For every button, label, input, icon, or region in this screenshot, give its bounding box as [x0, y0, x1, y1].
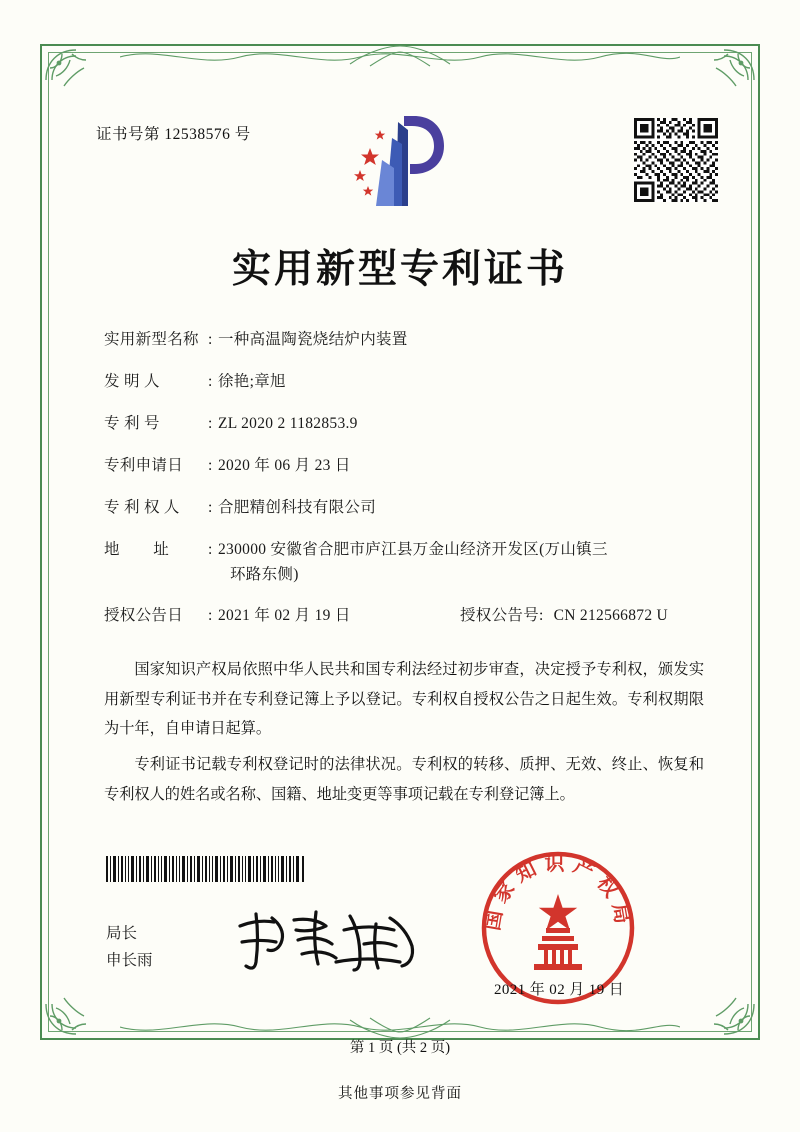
field-colon: :	[208, 331, 213, 348]
field-row-inventor	[104, 372, 708, 393]
handwritten-signature	[232, 900, 432, 980]
signature-name: 申长雨	[106, 952, 153, 970]
certificate-number: 证书号第 12538576 号	[96, 126, 251, 143]
svg-text:国家知识产权局: 国家知识产权局	[479, 851, 637, 933]
field-row-patent-number	[104, 414, 708, 435]
field-label: 地 址	[104, 540, 170, 558]
footer-note: 其他事项参见背面	[338, 1086, 462, 1102]
field-value	[218, 540, 708, 586]
field-label: 授权公告日	[104, 607, 184, 625]
signature-role-label: 局长	[106, 925, 138, 942]
field-value-announcement-number: CN 212566872 U	[553, 607, 669, 625]
field-colon: :	[208, 540, 213, 558]
field-row-application-date	[104, 456, 708, 477]
corner-ornament-icon	[688, 968, 758, 1038]
field-colon: :	[208, 372, 213, 390]
field-colon: :	[208, 456, 213, 474]
page-title: 实用新型专利证书	[231, 246, 568, 292]
field-colon: :	[208, 607, 213, 625]
field-label: 发 明 人	[104, 372, 160, 390]
barcode	[106, 856, 306, 882]
field-row-grant-announcement	[104, 606, 708, 627]
field-value: 合肥精创科技有限公司	[218, 498, 377, 516]
top-border-ornament-icon	[120, 44, 680, 70]
field-row-address	[104, 540, 708, 586]
address-line-2: 环路东侧)	[230, 565, 299, 583]
field-label: 专 利 权 人	[104, 498, 180, 516]
signature-block	[106, 920, 153, 974]
field-label: 专 利 号	[104, 414, 160, 432]
legal-text	[104, 655, 704, 815]
field-label: 专利申请日	[104, 456, 184, 474]
field-label-announcement-number: 授权公告号:	[460, 607, 544, 625]
qr-code	[634, 118, 718, 202]
page-number: 第 1 页 (共 2 页)	[349, 1040, 451, 1056]
certificate-fields	[104, 330, 708, 648]
field-value-announcement-date: 2021 年 02 月 19 日	[218, 607, 351, 625]
paragraph-1: 国家知识产权局依照中华人民共和国专利法经过初步审查，决定授予专利权，颁发实用新型专利证书并在专利登记簿上予以登记。专利权自授权公告之日起生效。专利权期限为十年，自申请日起算。	[104, 661, 704, 738]
field-value: 一种高温陶瓷烧结炉内装置	[218, 331, 408, 348]
address-line-1: 230000 安徽省合肥市庐江县万金山经济开发区(万山镇三	[218, 540, 608, 558]
field-row-patentee	[104, 498, 708, 519]
cnipa-patent-logo-icon	[352, 108, 452, 213]
field-colon: :	[208, 498, 213, 516]
corner-ornament-icon	[42, 968, 112, 1038]
field-value: 徐艳;章旭	[218, 372, 286, 390]
corner-ornament-icon	[688, 46, 758, 116]
field-colon: :	[208, 414, 213, 432]
field-value: 2020 年 06 月 23 日	[218, 456, 351, 474]
corner-ornament-icon	[42, 46, 112, 116]
paragraph-2: 专利证书记载专利权登记时的法律状况。专利权的转移、质押、无效、终止、恢复和专利权人的姓名或名称、国籍、地址变更等事项记载在专利登记簿上。	[104, 755, 704, 803]
field-row-utility-model-name	[104, 330, 708, 351]
seal-date: 2021 年 02 月 19 日	[494, 982, 625, 998]
field-label: 实用新型名称	[104, 331, 199, 348]
field-value: ZL 2020 2 1182853.9	[218, 414, 358, 432]
